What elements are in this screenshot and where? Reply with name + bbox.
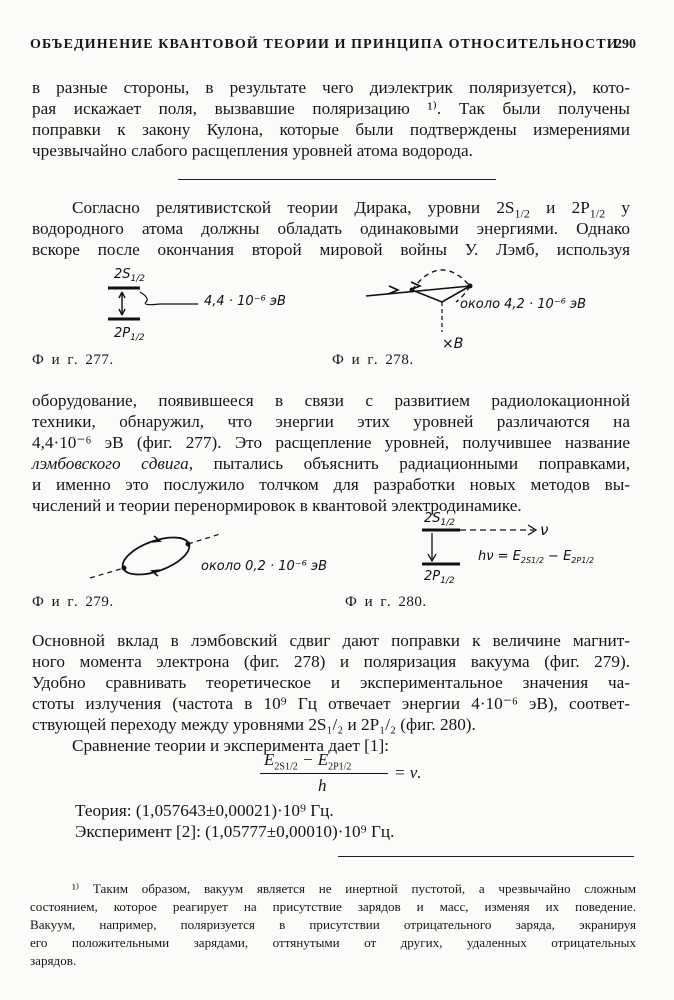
caption-number: 279. bbox=[85, 594, 114, 610]
text-line: Сравнение теории и эксперимента дает [1]: bbox=[72, 736, 389, 755]
italic-term: лэмбовского сдвига bbox=[32, 454, 189, 473]
figure-278-diagram bbox=[360, 258, 620, 353]
text-line: оборудование, появившееся в связи с развитием радиолокационной bbox=[32, 391, 630, 410]
footnote-line: зарядов. bbox=[30, 953, 77, 968]
text-line: водородного атома должны обладать одинаковыми энергиями. Однако bbox=[32, 219, 630, 238]
figure-280-caption bbox=[345, 594, 427, 611]
text-line: стоты излучения (частота в 10⁹ Гц отвечает энергии 4·10⁻⁶ эВ), соответ- bbox=[32, 694, 630, 713]
figure-277-caption bbox=[32, 352, 114, 369]
experiment-label: Эксперимент [2]: bbox=[75, 822, 201, 841]
text-line: Основной вклад в лэмбовский сдвиг дают поправки к величине магнит- bbox=[32, 631, 630, 650]
fraction-bar bbox=[260, 773, 388, 774]
caption-number: 278. bbox=[385, 352, 414, 368]
results-block bbox=[75, 800, 495, 842]
text-line: поправки к закону Кулона, которые были подтверждены измерениями bbox=[32, 120, 630, 139]
figure-279-caption bbox=[32, 594, 114, 611]
subscript: 1/2 bbox=[589, 206, 606, 221]
lower-level-label: $2P_{1/2}$ bbox=[424, 569, 455, 586]
lower-level-label: $2P_{1/2}$ bbox=[114, 326, 145, 343]
shift-value: около 0,2 · 10⁻⁶ эВ bbox=[201, 559, 328, 574]
figure-277-diagram bbox=[100, 262, 320, 342]
paragraph-3 bbox=[32, 390, 630, 516]
text-line bbox=[32, 197, 630, 221]
formula-numerator bbox=[264, 750, 352, 773]
theory-label: Теория: bbox=[75, 801, 132, 820]
paragraph-2 bbox=[32, 197, 630, 260]
figure-278-caption bbox=[332, 352, 414, 369]
text-line: ного момента электрона (фиг. 278) и поляризация вакуума (фиг. 279). bbox=[32, 652, 630, 671]
symbol: − E bbox=[297, 750, 329, 769]
experiment-value: (1,05777±0,00010)·10⁹ Гц. bbox=[205, 822, 395, 841]
formula-rhs bbox=[394, 763, 422, 783]
text-line: и именно это послужило толчком для разработки новых методов вы- bbox=[32, 475, 630, 494]
page-number: 290 bbox=[615, 37, 636, 52]
theory-value: (1,057643±0,00021)·10⁹ Гц. bbox=[135, 801, 334, 820]
figure-280-diagram bbox=[418, 508, 638, 588]
footnote-line: Вакуум, например, поляризуется в присутствии отрицательного заряда, экранируя bbox=[30, 917, 636, 932]
text-line: числений и теории перенормировок в квантовой электродинамике. bbox=[32, 496, 522, 515]
text-line: чрезвычайно слабого расщепления уровней атома водорода. bbox=[32, 141, 473, 160]
photon-symbol: ν bbox=[540, 521, 549, 539]
symbol: E bbox=[264, 750, 275, 769]
energy-relation: $h\nu = E_{2S1/2} - E_{2P1/2}$ bbox=[478, 549, 595, 565]
frequency-formula bbox=[258, 750, 428, 796]
footnote-line: его положительными зарядами, оттянутыми от других, удаленных отрицательных bbox=[30, 935, 636, 950]
upper-level-label: $2S_{1/2}$ bbox=[114, 267, 146, 284]
symbol: h bbox=[318, 776, 327, 795]
footnote bbox=[30, 880, 636, 970]
splitting-value: 4,4 · 10⁻⁶ эВ bbox=[204, 294, 286, 309]
caption-prefix: Ф и г. bbox=[32, 594, 80, 610]
paragraph-4 bbox=[32, 630, 630, 756]
results-divider bbox=[338, 856, 634, 857]
upper-level-label: $2S_{1/2}$ bbox=[424, 511, 456, 528]
text-line: ствующей переходу между уровнями 2S₁/₂ и 2P₁/₂ (фиг. 280). bbox=[32, 715, 476, 734]
text-line: рая искажает поля, вызвавшие поляризацию ¹⁾. Так были получены bbox=[32, 99, 630, 118]
caption-number: 280. bbox=[398, 594, 427, 610]
text-line: вскоре после окончания второй мировой войны У. Лэмб, используя bbox=[32, 240, 630, 259]
text-fragment: у bbox=[605, 198, 630, 217]
field-label: ×B bbox=[442, 336, 464, 352]
caption-prefix: Ф и г. bbox=[32, 352, 80, 368]
text-fragment: Согласно релятивистской теории Дирака, уровни 2S bbox=[72, 198, 515, 217]
footnote-line: состоянием, которое реагирует на присутствие зарядов и масс, изменяя их поведение. bbox=[30, 899, 636, 914]
experiment-row bbox=[75, 821, 495, 842]
formula-denominator bbox=[318, 776, 327, 796]
text-line: Удобно сравнивать теоретическое и экспериментальное значения ча- bbox=[32, 673, 630, 692]
symbol: = ν. bbox=[394, 763, 422, 782]
text-line: в разные стороны, в результате чего диэлектрик поляризуется), кото- bbox=[32, 78, 630, 97]
caption-prefix: Ф и г. bbox=[332, 352, 380, 368]
photon-in bbox=[90, 568, 124, 578]
text-line: техники, обнаружил, что энергии этих уровней различаются на bbox=[32, 412, 630, 431]
figure-279-diagram bbox=[86, 530, 346, 590]
text-fragment: и 2P bbox=[529, 198, 590, 217]
paragraph-1 bbox=[32, 77, 630, 161]
caption-prefix: Ф и г. bbox=[345, 594, 393, 610]
subscript: 2S1/2 bbox=[274, 761, 298, 773]
subscript: 1/2 bbox=[514, 206, 530, 221]
text-line: 4,4·10⁻⁶ эВ (фиг. 277). Это расщепление уровней, получившее название bbox=[32, 433, 630, 452]
caption-number: 277. bbox=[85, 352, 114, 368]
section-divider bbox=[178, 179, 496, 180]
header-title: ОБЪЕДИНЕНИЕ КВАНТОВОЙ ТЕОРИИ И ПРИНЦИПА ОТНОСИТЕЛЬНОСТИ bbox=[30, 37, 619, 52]
theory-row bbox=[75, 800, 495, 821]
footnote-line: ¹⁾ Таким образом, вакуум является не инертной пустотой, а чрезвычайно сложным bbox=[72, 881, 636, 896]
shift-value: около 4,2 · 10⁻⁶ эВ bbox=[460, 297, 587, 312]
text-line: лэмбовского сдвига, пытались объяснить радиационными поправками, bbox=[32, 454, 630, 473]
subscript: 2P1/2 bbox=[328, 761, 352, 773]
pointer-line bbox=[140, 292, 198, 305]
photon-out bbox=[188, 534, 220, 544]
